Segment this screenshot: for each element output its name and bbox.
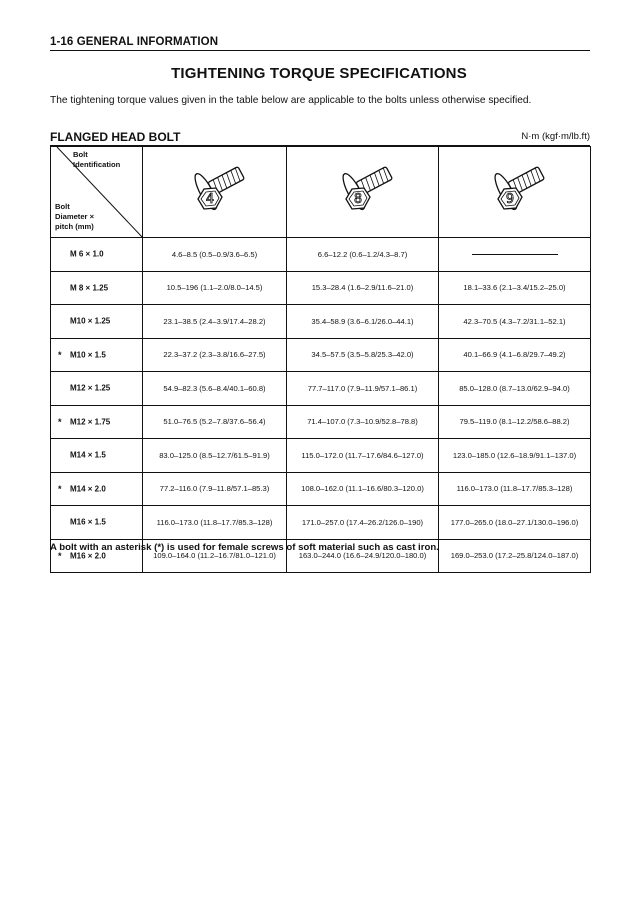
table-row <box>51 338 591 372</box>
section-heading <box>50 130 590 146</box>
table-row <box>51 372 591 406</box>
torque-cell: 177.0–265.0 (18.0–27.1/130.0–196.0) <box>439 506 591 540</box>
torque-cell: 79.5–119.0 (8.1–12.2/58.6–88.2) <box>439 405 591 439</box>
torque-cell: 115.0–172.0 (11.7–17.6/84.6–127.0) <box>287 439 439 473</box>
table-row <box>51 238 591 272</box>
bolt-size-cell <box>51 439 143 473</box>
torque-cell: 23.1–38.5 (2.4–3.9/17.4–28.2) <box>143 305 287 339</box>
bolt-size-cell <box>51 372 143 406</box>
bolt-size: M 6 × 1.0 <box>70 249 104 259</box>
section-title: FLANGED HEAD BOLT <box>50 130 181 144</box>
bolt-diameter-label <box>55 202 94 232</box>
torque-cell: 109.0–164.0 (11.2–16.7/81.0–121.0) <box>143 539 287 573</box>
header-corner-cell <box>51 147 143 238</box>
asterisk-mark: * <box>58 416 62 427</box>
corner-top-line-1: Bolt <box>73 150 88 159</box>
torque-cell: 108.0–162.0 (11.1–16.6/80.3–120.0) <box>287 472 439 506</box>
torque-table <box>50 146 591 573</box>
bolt-size: M16 × 2.0 <box>70 551 106 561</box>
bolt-size: M12 × 1.75 <box>70 417 111 427</box>
asterisk-mark: * <box>58 550 62 561</box>
flanged-bolt-9-icon <box>470 153 560 229</box>
torque-cell: 123.0–185.0 (12.6–18.9/91.1–137.0) <box>439 439 591 473</box>
torque-cell: 22.3–37.2 (2.3–3.8/16.6–27.5) <box>143 338 287 372</box>
bolt-identification-label <box>73 150 120 170</box>
bolt-mark-9: 9 <box>505 192 514 207</box>
bolt-icon-cell-8 <box>287 147 439 238</box>
asterisk-mark: * <box>58 483 62 494</box>
bolt-size: M16 × 1.5 <box>70 517 106 527</box>
bolt-size: M14 × 2.0 <box>70 484 106 494</box>
asterisk-mark: * <box>58 349 62 360</box>
bolt-mark-8: 8 <box>353 192 362 207</box>
torque-cell-not-applicable <box>439 238 591 272</box>
bolt-size: M10 × 1.25 <box>70 316 111 326</box>
not-applicable-line <box>472 254 558 255</box>
page-title: TIGHTENING TORQUE SPECIFICATIONS <box>171 65 467 82</box>
asterisk-footnote: A bolt with an asterisk (*) is used for female screws of soft material such as cast iron. <box>50 542 439 553</box>
torque-cell: 15.3–28.4 (1.6–2.9/11.6–21.0) <box>287 271 439 305</box>
torque-cell: 83.0–125.0 (8.5–12.7/61.5–91.9) <box>143 439 287 473</box>
torque-cell: 116.0–173.0 (11.8–17.7/85.3–128) <box>143 506 287 540</box>
torque-cell: 34.5–57.5 (3.5–5.8/25.3–42.0) <box>287 338 439 372</box>
bolt-size: M 8 × 1.25 <box>70 283 109 293</box>
torque-cell: 169.0–253.0 (17.2–25.8/124.0–187.0) <box>439 539 591 573</box>
torque-cell: 51.0–76.5 (5.2–7.8/37.6–56.4) <box>143 405 287 439</box>
table-row <box>51 506 591 540</box>
torque-cell: 54.9–82.3 (5.6–8.4/40.1–60.8) <box>143 372 287 406</box>
bolt-size-cell <box>51 305 143 339</box>
units-label: N·m (kgf·m/lb.ft) <box>521 131 590 142</box>
page-header: 1-16 GENERAL INFORMATION <box>50 36 590 51</box>
torque-cell: 116.0–173.0 (11.8–17.7/85.3–128) <box>439 472 591 506</box>
table-row <box>51 405 591 439</box>
corner-bottom-line-2: Diameter × <box>55 212 95 221</box>
torque-cell: 18.1–33.6 (2.1–3.4/15.2–25.0) <box>439 271 591 305</box>
torque-cell: 77.2–116.0 (7.9–11.8/57.1–85.3) <box>143 472 287 506</box>
flanged-bolt-8-icon <box>318 153 408 229</box>
torque-cell: 6.6–12.2 (0.6–1.2/4.3–8.7) <box>287 238 439 272</box>
table-header-row <box>51 147 591 238</box>
bolt-size-cell <box>51 271 143 305</box>
torque-cell: 77.7–117.0 (7.9–11.9/57.1–86.1) <box>287 372 439 406</box>
table-row <box>51 305 591 339</box>
corner-bottom-line-3: pitch (mm) <box>55 222 94 231</box>
bolt-size-cell <box>51 405 143 439</box>
bolt-size-cell <box>51 338 143 372</box>
torque-cell: 10.5–196 (1.1–2.0/8.0–14.5) <box>143 271 287 305</box>
torque-cell: 42.3–70.5 (4.3–7.2/31.1–52.1) <box>439 305 591 339</box>
table-row <box>51 472 591 506</box>
intro-paragraph: The tightening torque values given in the table below are applicable to the bolts unless otherwise specified. <box>50 95 532 106</box>
torque-cell: 71.4–107.0 (7.3–10.9/52.8–78.8) <box>287 405 439 439</box>
table-row <box>51 439 591 473</box>
corner-bottom-line-1: Bolt <box>55 202 70 211</box>
bolt-mark-4: 4 <box>205 192 214 207</box>
bolt-size-cell <box>51 506 143 540</box>
torque-cell: 35.4–58.9 (3.6–6.1/26.0–44.1) <box>287 305 439 339</box>
torque-cell: 163.0–244.0 (16.6–24.9/120.0–180.0) <box>287 539 439 573</box>
table-row <box>51 271 591 305</box>
bolt-size: M12 × 1.25 <box>70 383 111 393</box>
bolt-icon-cell-9 <box>439 147 591 238</box>
torque-cell: 171.0–257.0 (17.4–26.2/126.0–190) <box>287 506 439 540</box>
bolt-size-cell <box>51 472 143 506</box>
bolt-icon-cell-4 <box>143 147 287 238</box>
corner-top-line-2: Identification <box>73 160 121 169</box>
flanged-bolt-4-icon <box>170 153 260 229</box>
torque-cell: 4.6–8.5 (0.5–0.9/3.6–6.5) <box>143 238 287 272</box>
bolt-size: M10 × 1.5 <box>70 350 106 360</box>
torque-cell: 85.0–128.0 (8.7–13.0/62.9–94.0) <box>439 372 591 406</box>
torque-cell: 40.1–66.9 (4.1–6.8/29.7–49.2) <box>439 338 591 372</box>
bolt-size-cell <box>51 238 143 272</box>
bolt-size: M14 × 1.5 <box>70 450 106 460</box>
